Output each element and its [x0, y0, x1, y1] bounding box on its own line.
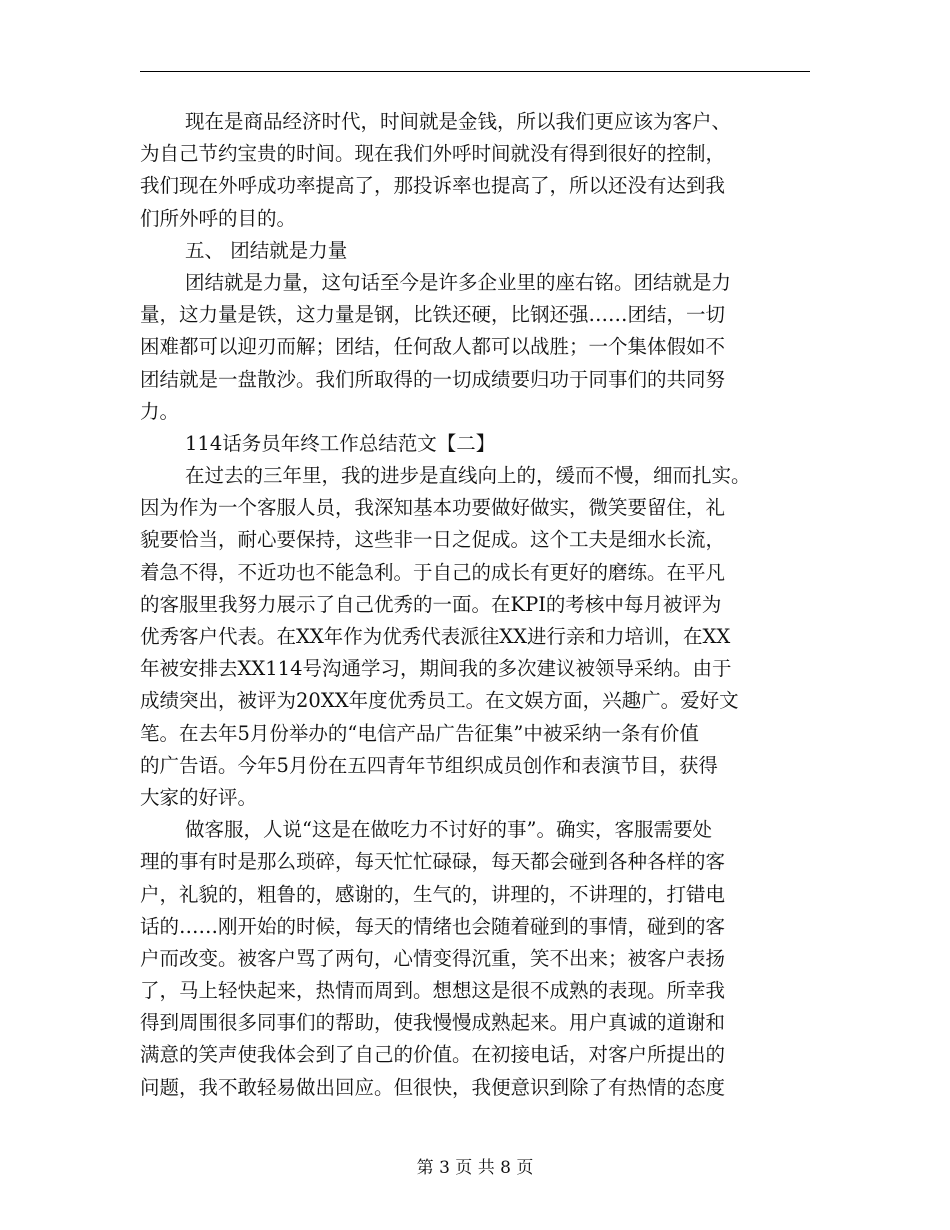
paragraph-line: 我们现在外呼成功率提高了，那投诉率也提高了，所以还没有达到我: [140, 174, 726, 198]
paragraph-line: 成绩突出，被评为20XX年度优秀员工。在文娱方面，兴趣广。爱好文: [140, 689, 739, 713]
paragraph-line: 满意的笑声使我体会到了自己的价值。在初接电话，对客户所提出的: [140, 1043, 726, 1067]
paragraph-line: 户，礼貌的，粗鲁的，感谢的，生气的，讲理的，不讲理的，打错电: [140, 882, 726, 906]
paragraph-line: 为自己节约宝贵的时间。现在我们外呼时间就没有得到很好的控制，: [140, 142, 726, 166]
paragraph-line: 在过去的三年里，我的进步是直线向上的，缓而不慢，细而扎实。: [185, 464, 751, 488]
paragraph-line: 问题，我不敢轻易做出回应。但很快，我便意识到除了有热情的态度: [140, 1075, 726, 1099]
paragraph-line: 的客服里我努力展示了自己优秀的一面。在KPI的考核中每月被评为: [140, 592, 722, 616]
paragraph-line: 困难都可以迎刃而解；团结，任何敌人都可以战胜；一个集体假如不: [140, 335, 726, 359]
paragraph-line: 户而改变。被客户骂了两句，心情变得沉重，笑不出来；被客户表扬: [140, 946, 726, 970]
paragraph-line: 笔。在去年5月份举办的“电信产品广告征集”中被采纳一条有价值: [140, 721, 699, 745]
header-rule: [140, 71, 810, 72]
page-number: 第 3 页 共 8 页: [416, 1158, 534, 1178]
paragraph-line: 现在是商品经济时代，时间就是金钱，所以我们更应该为客户、: [185, 110, 732, 133]
paragraph-line: 因为作为一个客服人员，我深知基本功要做好做实，微笑要留住，礼: [140, 496, 726, 520]
paragraph-line: 貌要恰当，耐心要保持，这些非一日之促成。这个工夫是细水长流，: [140, 528, 726, 552]
paragraph-line: 着急不得，不近功也不能急利。于自己的成长有更好的磨练。在平凡: [140, 560, 726, 584]
paragraph-line: 团结就是一盘散沙。我们所取得的一切成绩要归功于同事们的共同努: [140, 367, 726, 391]
paragraph-line: 了，马上轻快起来，热情而周到。想想这是很不成熟的表现。所幸我: [140, 979, 726, 1003]
paragraph-line: 量，这力量是铁，这力量是钢，比铁还硬，比钢还强……团结，一切: [140, 303, 726, 327]
document-subtitle: 114话务员年终工作总结范文【二】: [185, 431, 496, 455]
paragraph-line: 得到周围很多同事们的帮助，使我慢慢成熟起来。用户真诚的道谢和: [140, 1011, 726, 1035]
paragraph-line: 的广告语。今年5月份在五四青年节组织成员创作和表演节目，获得: [140, 753, 718, 777]
paragraph-line: 团结就是力量，这句话至今是许多企业里的座右铭。团结就是力: [185, 270, 732, 294]
document-body: [140, 106, 812, 1104]
paragraph-line: 话的……刚开始的时候，每天的情绪也会随着碰到的事情，碰到的客: [140, 914, 726, 938]
section-heading: 五、 团结就是力量: [185, 238, 348, 262]
paragraph-line: 理的事有时是那么琐碎，每天忙忙碌碌，每天都会碰到各种各样的客: [140, 850, 726, 874]
paragraph-line: 们所外呼的目的。: [140, 206, 297, 230]
paragraph-line: 力。: [140, 399, 180, 423]
paragraph-line: 大家的好评。: [140, 785, 258, 809]
paragraph-line: 优秀客户代表。在XX年作为优秀代表派往XX进行亲和力培训，在XX: [140, 625, 731, 648]
paragraph-line: 年被安排去XX114号沟通学习，期间我的多次建议被领导采纳。由于: [140, 657, 732, 681]
paragraph-line: 做客服，人说“这是在做吃力不讨好的事”。确实，客服需要处: [185, 818, 712, 842]
